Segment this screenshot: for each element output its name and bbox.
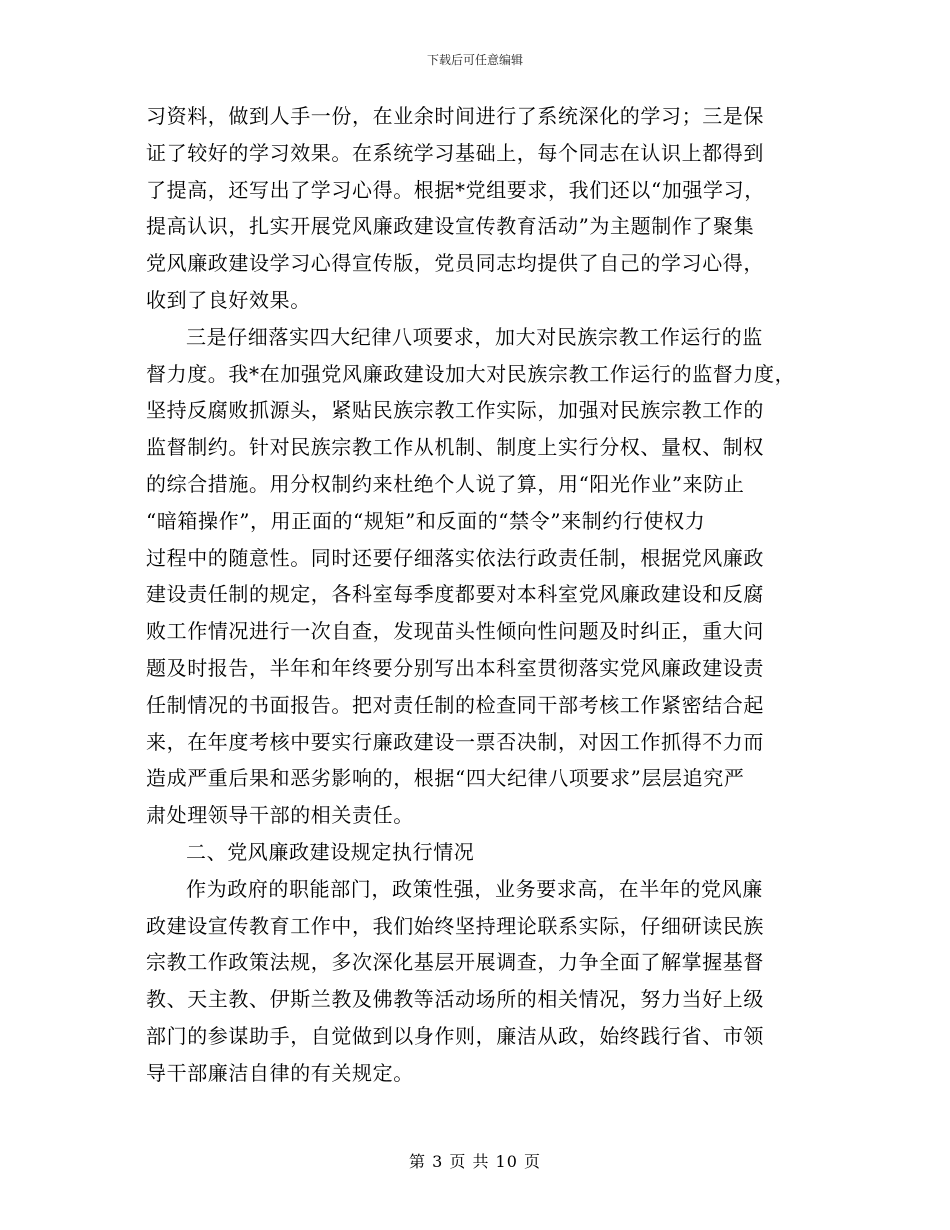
text-line: 党风廉政建设学习心得宣传版，党员同志均提供了自己的学习心得， [146, 251, 764, 276]
text-line: 坚持反腐败抓源头，紧贴民族宗教工作实际，加强对民族宗教工作的 [146, 398, 764, 423]
text-line: 来，在年度考核中要实行廉政建设一票否决制，对因工作抓得不力而 [146, 729, 764, 754]
text-line: 宗教工作政策法规，多次深化基层开展调查，力争全面了解掌握基督 [146, 950, 764, 975]
text-line: 了提高，还写出了学习心得。根据*党组要求，我们还以“加强学习， [146, 177, 765, 202]
page-header: 下载后可任意编辑 [426, 53, 523, 67]
text-line: 三是仔细落实四大纪律八项要求，加大对民族宗教工作运行的监 [186, 324, 763, 349]
text-line: 题及时报告，半年和年终要分别写出本科室贯彻落实党风廉政建设责 [146, 655, 764, 680]
text-line: 提高认识，扎实开展党风廉政建设宣传教育活动”为主题制作了聚集 [146, 214, 755, 239]
text-line: 导干部廉洁自律的有关规定。 [146, 1060, 414, 1085]
section-heading: 二、党风廉政建设规定执行情况 [186, 839, 475, 864]
text-line: 任制情况的书面报告。把对责任制的检查同干部考核工作紧密结合起 [146, 692, 764, 717]
text-line: 督力度。我*在加强党风廉政建设加大对民族宗教工作运行的监督力度， [146, 361, 796, 386]
document-body [146, 98, 826, 1092]
text-line: 习资料，做到人手一份，在业余时间进行了系统深化的学习；三是保 [146, 104, 764, 128]
text-line: 败工作情况进行一次自查，发现苗头性倾向性问题及时纠正，重大问 [146, 619, 764, 644]
text-line: 教、天主教、伊斯兰教及佛教等活动场所的相关情况，努力当好上级 [146, 987, 764, 1012]
text-line: 收到了良好效果。 [146, 287, 311, 312]
text-line: 肃处理领导干部的相关责任。 [146, 803, 414, 828]
text-line: 部门的参谋助手，自觉做到以身作则，廉洁从政，始终践行省、市领 [146, 1023, 764, 1048]
text-line: 政建设宣传教育工作中，我们始终坚持理论联系实际，仔细研读民族 [146, 913, 764, 938]
text-line: 证了较好的学习效果。在系统学习基础上，每个同志在认识上都得到 [146, 140, 764, 165]
text-line: 的综合措施。用分权制约来杜绝个人说了算，用“阳光作业”来防止 [146, 471, 745, 496]
text-line: 造成严重后果和恶劣影响的，根据“四大纪律八项要求”层层追究严 [146, 766, 745, 791]
text-line: 建设责任制的规定，各科室每季度都要对本科室党风廉政建设和反腐 [146, 582, 764, 607]
page-number: 第 3 页 共 10 页 [409, 1152, 541, 1171]
text-line: “暗箱操作”，用正面的“规矩”和反面的“禁令”来制约行使权力 [146, 508, 706, 533]
text-line: 作为政府的职能部门，政策性强，业务要求高，在半年的党风廉 [186, 876, 763, 901]
text-line: 监督制约。针对民族宗教工作从机制、制度上实行分权、量权、制权 [146, 435, 764, 460]
text-line: 过程中的随意性。同时还要仔细落实依法行政责任制，根据党风廉政 [146, 545, 764, 570]
